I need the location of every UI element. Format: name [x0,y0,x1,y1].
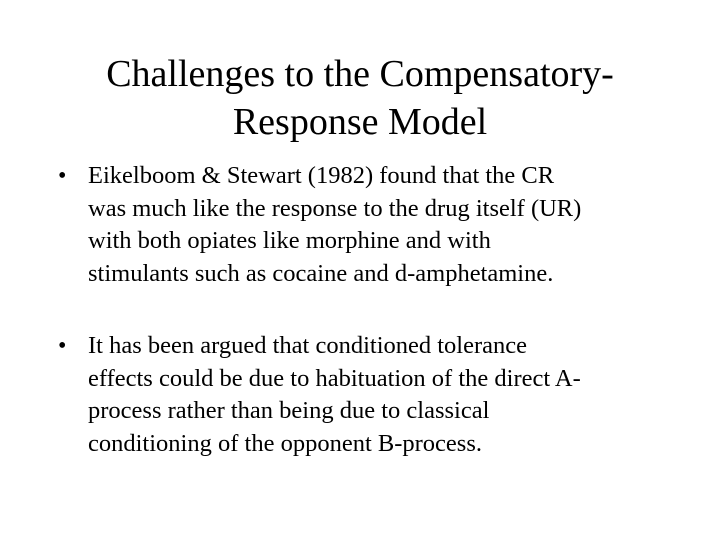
bullet-point-icon: • [58,333,67,359]
bullet-1-line-4: stimulants such as cocaine and d-amphetamine. [88,259,554,287]
bullet-1-line-3: with both opiates like morphine and with [88,227,491,254]
bullet-point-icon: • [58,163,67,189]
bullet-2-line-3: process rather than being due to classical [88,397,490,424]
bullet-2-line-4: conditioning of the opponent B-process. [88,429,482,457]
bullet-item-1 [58,160,668,290]
bullet-1-line-2: was much like the response to the drug itself (UR) [88,194,582,222]
bullet-2-line-1: It has been argued that conditioned tolerance [88,332,528,359]
bullet-item-2 [58,330,668,460]
bullet-list [58,160,668,460]
slide-title-line-1: Challenges to the Compensatory- [106,53,614,95]
bullet-2-line-2: effects could be due to habituation of the direct A- [88,364,581,392]
bullet-1-line-1: Eikelboom & Stewart (1982) found that the CR [88,162,555,189]
slide-title-line-2: Response Model [232,101,488,143]
slide-title [60,50,660,146]
